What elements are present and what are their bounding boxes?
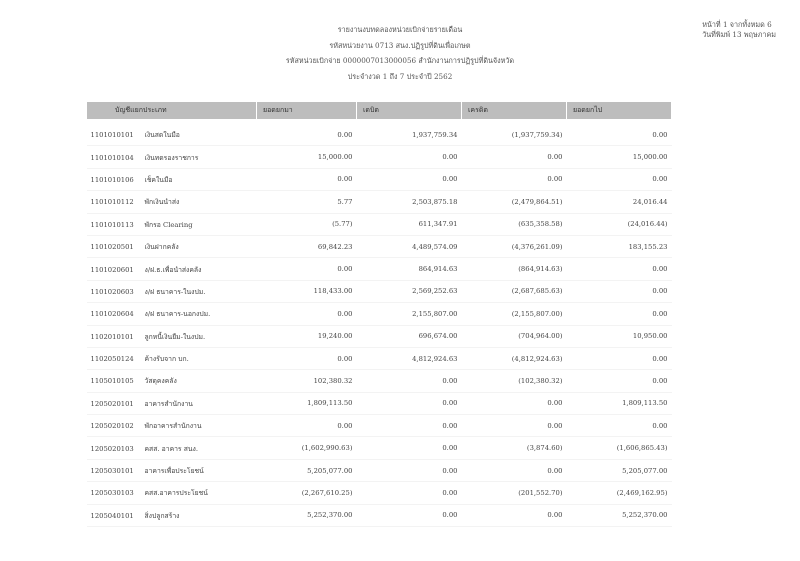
account-name: คสส. อาคาร สนง. [144, 444, 199, 453]
account-name: เงินสดในมือ [144, 131, 180, 140]
table-row [87, 168, 672, 190]
carried-forward-cell: 15,000.00 [567, 146, 672, 168]
credit-cell: 0.00 [462, 168, 567, 190]
table-row [87, 415, 672, 437]
table-row [87, 213, 672, 235]
account-name: วัสดุคงคลัง [144, 377, 177, 386]
account-cell [87, 168, 257, 190]
carried-forward-cell: 0.00 [567, 280, 672, 302]
account-name: พักเงินนำส่ง [144, 198, 180, 207]
table-row [87, 303, 672, 325]
account-code: 1101020501 [90, 243, 134, 252]
credit-cell: (2,687,685.63) [462, 280, 567, 302]
debit-cell: 0.00 [357, 504, 462, 526]
account-code: 1205030101 [90, 467, 134, 476]
period-line: ประจำงวด 1 ถึง 7 ประจำปี 2562 [347, 71, 453, 81]
account-cell [87, 325, 257, 347]
credit-cell: 0.00 [462, 504, 567, 526]
account-name: พักรอ Clearing [144, 220, 193, 229]
account-code: 1101010112 [90, 198, 134, 207]
account-name: สิ่งปลูกสร้าง [144, 511, 180, 520]
table-row [87, 370, 672, 392]
table-row [87, 504, 672, 526]
account-cell [87, 120, 257, 146]
debit-cell: 0.00 [357, 370, 462, 392]
table-header-row [87, 102, 672, 120]
brought-forward-cell: (1,602,990.63) [257, 437, 357, 459]
account-code: 1101010113 [90, 220, 134, 229]
table-body [87, 120, 672, 527]
carried-forward-cell: 0.00 [567, 303, 672, 325]
table-row [87, 482, 672, 504]
brought-forward-cell: 1,809,113.50 [257, 392, 357, 414]
credit-cell: 0.00 [462, 415, 567, 437]
account-code: 1205020102 [90, 422, 134, 431]
account-cell [87, 258, 257, 280]
account-name: อาคารสำนักงาน [144, 399, 193, 408]
carried-forward-cell: 10,950.00 [567, 325, 672, 347]
brought-forward-cell: 0.00 [257, 347, 357, 369]
account-name: เงินฝากคลัง [144, 243, 179, 252]
disbursement-unit: รหัสหน่วยเบิกจ่าย 0000007013000056 สำนักงานการปฏิรูปที่ดินจังหวัด [285, 56, 515, 65]
table-row [87, 280, 672, 302]
account-cell [87, 213, 257, 235]
debit-cell: 1,937,759.34 [357, 120, 462, 146]
debit-cell: 0.00 [357, 168, 462, 190]
carried-forward-cell: (1,606,865.43) [567, 437, 672, 459]
credit-cell: (704,964.00) [462, 325, 567, 347]
account-code: 1101020603 [90, 287, 134, 296]
brought-forward-cell: 15,000.00 [257, 146, 357, 168]
account-name: เงินทดรองราชการ [144, 153, 199, 162]
column-header-debit: เดบิต [357, 102, 462, 120]
page-number: หน้าที่ 1 จากทั้งหมด 6 [702, 20, 772, 29]
carried-forward-cell: 5,252,370.00 [567, 504, 672, 526]
carried-forward-cell: 1,809,113.50 [567, 392, 672, 414]
credit-cell: (2,155,807.00) [462, 303, 567, 325]
report-title: รายงานงบทดลองหน่วยเบิกจ่ายรายเดือน [337, 25, 463, 34]
debit-cell: 4,812,924.63 [357, 347, 462, 369]
account-cell [87, 437, 257, 459]
brought-forward-cell: 0.00 [257, 415, 357, 437]
account-code: 1101020604 [90, 310, 134, 319]
account-code: 1101010106 [90, 175, 134, 184]
table-row [87, 459, 672, 481]
brought-forward-cell: (5.77) [257, 213, 357, 235]
debit-cell: 0.00 [357, 146, 462, 168]
debit-cell: 864,914.63 [357, 258, 462, 280]
account-name: คสส.อาคารประโยชน์ [144, 489, 208, 498]
carried-forward-cell: 0.00 [567, 370, 672, 392]
brought-forward-cell: 0.00 [257, 303, 357, 325]
account-name: เช็คในมือ [144, 175, 173, 184]
credit-cell: 0.00 [462, 459, 567, 481]
brought-forward-cell: 5,205,077.00 [257, 459, 357, 481]
table-row [87, 146, 672, 168]
credit-cell: 0.00 [462, 392, 567, 414]
account-name: ง/ฝ ธนาคาร-นอกงปม. [144, 310, 211, 319]
carried-forward-cell: (2,469,162.95) [567, 482, 672, 504]
debit-cell: 2,569,252.63 [357, 280, 462, 302]
account-cell [87, 504, 257, 526]
credit-cell: (1,937,759.34) [462, 120, 567, 146]
brought-forward-cell: 5.77 [257, 191, 357, 213]
account-name: อาคารเพื่อประโยชน์ [144, 467, 204, 476]
carried-forward-cell: 0.00 [567, 120, 672, 146]
credit-cell: (4,376,261.09) [462, 235, 567, 257]
print-date: วันที่พิมพ์ 13 พฤษภาคม [702, 30, 776, 39]
account-name: ลูกหนี้เงินยืม-ในงปม. [144, 332, 206, 341]
table-row [87, 325, 672, 347]
account-cell [87, 392, 257, 414]
carried-forward-cell: 0.00 [567, 258, 672, 280]
carried-forward-cell: 0.00 [567, 347, 672, 369]
report-header [250, 22, 550, 84]
account-cell [87, 459, 257, 481]
table-row [87, 191, 672, 213]
carried-forward-cell: 183,155.23 [567, 235, 672, 257]
column-header-brought-forward: ยอดยกมา [257, 102, 357, 120]
table-row [87, 258, 672, 280]
account-code: 1102010101 [90, 332, 134, 341]
column-header-carried-forward: ยอดยกไป [567, 102, 672, 120]
brought-forward-cell: 118,433.00 [257, 280, 357, 302]
column-header-credit: เครดิต [462, 102, 567, 120]
debit-cell: 611,347.91 [357, 213, 462, 235]
account-code: 1101020601 [90, 265, 134, 274]
brought-forward-cell: 5,252,370.00 [257, 504, 357, 526]
carried-forward-cell: 0.00 [567, 415, 672, 437]
debit-cell: 0.00 [357, 415, 462, 437]
credit-cell: (2,479,864.51) [462, 191, 567, 213]
account-cell [87, 415, 257, 437]
agency-code: รหัสหน่วยงาน 0713 สนง.ปฏิรูปที่ดินเพื่อเกษต [329, 40, 471, 50]
carried-forward-cell: 5,205,077.00 [567, 459, 672, 481]
account-name: ง/ฝ ธนาคาร-ในงปม. [144, 287, 206, 296]
table-row [87, 392, 672, 414]
account-name: ง/ฝ.ธ.เพื่อนำส่งคลัง [144, 265, 202, 274]
account-code: 1205020103 [90, 444, 134, 453]
account-code: 1205030103 [90, 489, 134, 498]
brought-forward-cell: 0.00 [257, 168, 357, 190]
account-cell [87, 482, 257, 504]
account-code: 1101010101 [90, 131, 134, 140]
credit-cell: 0.00 [462, 146, 567, 168]
table-row [87, 120, 672, 146]
credit-cell: (3,874.60) [462, 437, 567, 459]
debit-cell: 2,155,807.00 [357, 303, 462, 325]
table-row [87, 437, 672, 459]
credit-cell: (864,914.63) [462, 258, 567, 280]
column-header-account: บัญชีแยกประเภท [87, 102, 257, 120]
credit-cell: (635,358.58) [462, 213, 567, 235]
account-code: 1101010104 [90, 153, 134, 162]
brought-forward-cell: 0.00 [257, 258, 357, 280]
account-name: ค้างรับจาก บก. [144, 355, 189, 364]
carried-forward-cell: 24,016.44 [567, 191, 672, 213]
debit-cell: 0.00 [357, 437, 462, 459]
account-code: 1105010105 [90, 377, 134, 386]
carried-forward-cell: 0.00 [567, 168, 672, 190]
debit-cell: 2,503,875.18 [357, 191, 462, 213]
table-row [87, 235, 672, 257]
credit-cell: (201,552.70) [462, 482, 567, 504]
trial-balance-table [86, 101, 672, 527]
account-cell [87, 191, 257, 213]
credit-cell: (102,380.32) [462, 370, 567, 392]
credit-cell: (4,812,924.63) [462, 347, 567, 369]
brought-forward-cell: 19,240.00 [257, 325, 357, 347]
account-cell [87, 347, 257, 369]
debit-cell: 4,489,574.09 [357, 235, 462, 257]
account-code: 1102050124 [90, 355, 134, 364]
account-cell [87, 280, 257, 302]
account-cell [87, 370, 257, 392]
table-row [87, 347, 672, 369]
account-code: 1205020101 [90, 399, 134, 408]
page-info [702, 20, 776, 40]
carried-forward-cell: (24,016.44) [567, 213, 672, 235]
debit-cell: 0.00 [357, 459, 462, 481]
brought-forward-cell: (2,267,610.25) [257, 482, 357, 504]
account-cell [87, 303, 257, 325]
brought-forward-cell: 102,380.32 [257, 370, 357, 392]
debit-cell: 0.00 [357, 392, 462, 414]
debit-cell: 0.00 [357, 482, 462, 504]
debit-cell: 696,674.00 [357, 325, 462, 347]
brought-forward-cell: 69,842.23 [257, 235, 357, 257]
account-cell [87, 235, 257, 257]
account-cell [87, 146, 257, 168]
brought-forward-cell: 0.00 [257, 120, 357, 146]
account-code: 1205040101 [90, 511, 134, 520]
account-name: พักอาคารสำนักงาน [144, 422, 202, 431]
